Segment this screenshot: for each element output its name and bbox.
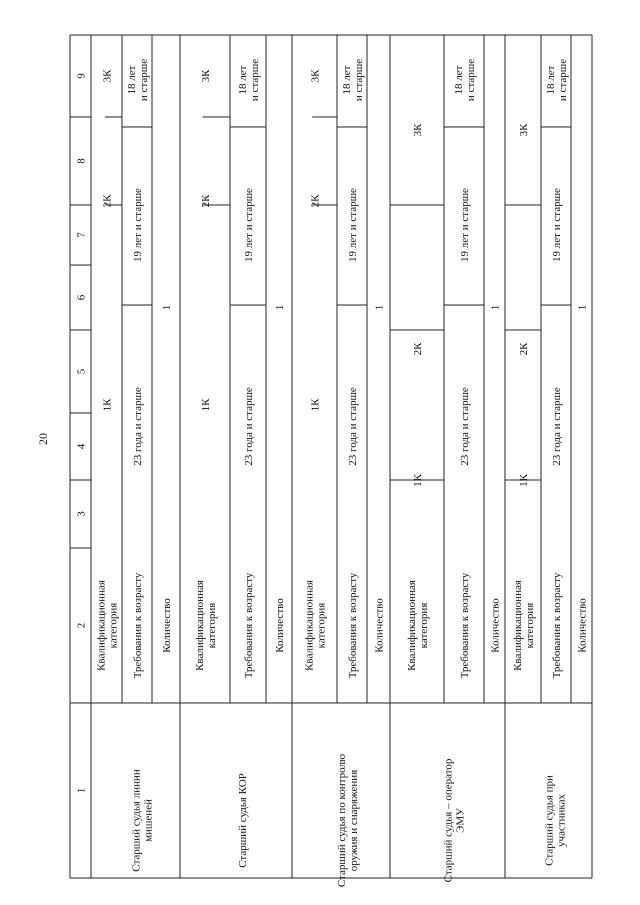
- row-1-age-23: 23 года и старше: [243, 387, 255, 466]
- row-0-qual-3k: 3К: [101, 69, 114, 83]
- row-2-age-label: Требования к возрасту: [347, 572, 359, 679]
- row-2-qual-1k: 1К: [309, 398, 322, 412]
- row-0-qual-2k: 2К: [101, 194, 114, 208]
- row-1-age-label: Требования к возрасту: [243, 572, 255, 679]
- header-col-6: 6: [75, 294, 88, 301]
- row-1-position: Старший судья КОР: [237, 773, 249, 868]
- row-3-age-18: 18 лети старше: [453, 58, 477, 102]
- row-2-count: 1: [373, 304, 386, 311]
- row-3-qual-label: Квалификационнаякатегория: [406, 580, 430, 671]
- page-number: 20: [36, 433, 50, 445]
- row-4-count: 1: [576, 304, 589, 311]
- row-1-qual-3k: 3К: [200, 69, 212, 83]
- row-0-age-18: 18 лети старше: [126, 58, 150, 102]
- row-2-qual-2k: 2К: [309, 194, 322, 208]
- row-4-qual-1k: 1К: [518, 474, 530, 487]
- row-4-qual-2k: 2К: [518, 342, 530, 356]
- row-2-qual-3k: 3К: [309, 69, 322, 83]
- row-3-qual-2k: 2К: [412, 342, 424, 356]
- row-1-qual-label: Квалификационнаякатегория: [194, 580, 218, 671]
- row-1-age-18: 18 лети старше: [237, 58, 261, 102]
- row-3-age-19: 19 лет и старше: [459, 188, 471, 262]
- row-1-count-label: Количество: [274, 598, 286, 653]
- header-col-9: 9: [75, 73, 88, 79]
- row-0-age-label: Требования к возрасту: [132, 572, 144, 679]
- row-0-count-label: Количество: [161, 598, 173, 653]
- row-4-age-label: Требования к возрасту: [551, 572, 563, 679]
- row-0-count: 1: [161, 304, 173, 311]
- row-0-qual-label: Квалификационнаякатегория: [95, 580, 120, 671]
- row-2-age-18: 18 лети старше: [341, 58, 365, 102]
- row-4-age-19: 19 лет и старше: [551, 188, 563, 262]
- row-4-count-label: Количество: [576, 598, 589, 653]
- header-col-8: 8: [75, 158, 88, 164]
- row-2-age-23: 23 года и старше: [347, 387, 359, 466]
- row-0-age-23: 23 года и старше: [132, 387, 144, 466]
- row-3-qual-1k: 1К: [412, 474, 424, 487]
- row-2-qual-label: Квалификационнаякатегория: [303, 580, 328, 671]
- header-col-3: 3: [75, 511, 88, 517]
- row-3-count: 1: [489, 304, 502, 311]
- row-4-position: Старший судья приучастниках: [543, 775, 568, 866]
- row-2-count-label: Количество: [373, 598, 386, 653]
- row-3-qual-3k: 3К: [412, 123, 424, 137]
- header-col-1: 1: [75, 787, 88, 794]
- row-4-age-23: 23 года и старше: [551, 387, 563, 466]
- row-2-age-19: 19 лет и старше: [347, 188, 359, 262]
- row-1-age-19: 19 лет и старше: [243, 188, 255, 262]
- header-col-7: 7: [75, 232, 88, 238]
- header-col-5: 5: [75, 368, 88, 375]
- row-3-age-23: 23 года и старше: [459, 387, 471, 466]
- row-1-qual-1k: 1К: [200, 398, 212, 412]
- row-0-qual-1k: 1К: [101, 398, 114, 412]
- header-col-2: 2: [75, 622, 88, 629]
- row-1-count: 1: [274, 304, 286, 311]
- row-3-position: Старший судья – операторЭМУ: [442, 758, 467, 883]
- row-1-qual-2k: 2К: [200, 194, 212, 208]
- row-4-age-18: 18 лети старше: [545, 58, 569, 102]
- row-4-qual-label: Квалификационнаякатегория: [512, 580, 536, 671]
- row-3-count-label: Количество: [489, 598, 502, 653]
- row-4-qual-3k: 3К: [518, 123, 530, 137]
- header-col-4: 4: [75, 443, 88, 450]
- row-2-position: Старший судья по контролюоружия и снаряжения: [336, 753, 360, 888]
- row-0-age-19: 19 лет и старше: [132, 188, 144, 262]
- row-0-position: Старший судья линиимишеней: [130, 769, 155, 872]
- row-3-age-label: Требования к возрасту: [459, 572, 471, 679]
